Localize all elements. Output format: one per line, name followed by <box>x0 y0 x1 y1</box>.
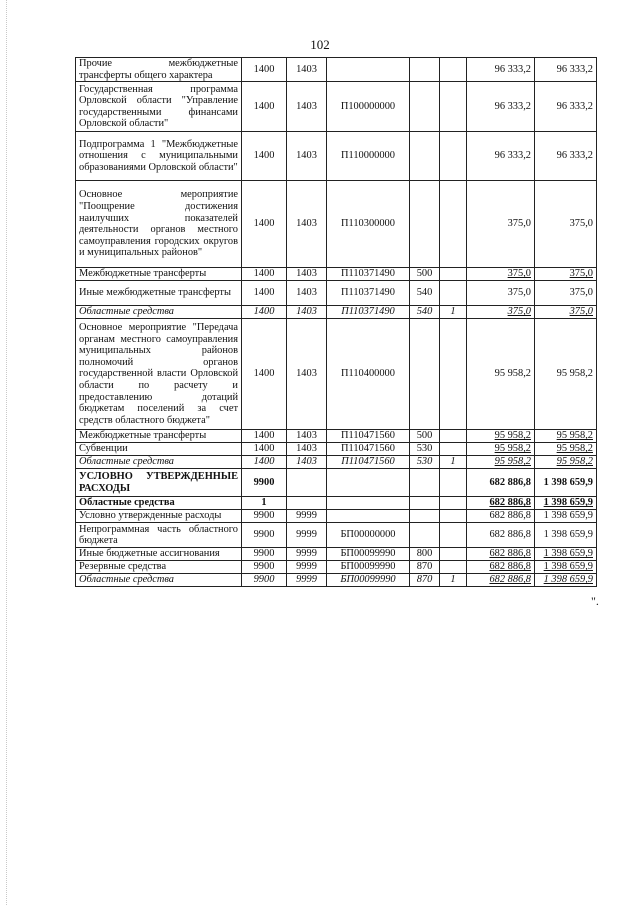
target-item-code-cell <box>327 497 410 510</box>
target-item-code-cell <box>327 58 410 82</box>
expense-type-cell <box>410 58 440 82</box>
expense-type-cell <box>410 469 440 497</box>
expense-type-cell: 870 <box>410 574 440 587</box>
subsection-code-cell <box>287 497 327 510</box>
table-row <box>76 319 597 430</box>
section-code-cell: 1400 <box>242 58 287 82</box>
section-code-cell: 1400 <box>242 82 287 132</box>
row-name-cell: Непрограммная часть областного бюджета <box>76 523 242 548</box>
subsection-code-cell <box>287 469 327 497</box>
funding-source-cell <box>440 430 467 443</box>
expense-type-cell: 800 <box>410 548 440 561</box>
table-row <box>76 561 597 574</box>
target-item-code-cell: БП00000000 <box>327 523 410 548</box>
target-item-code-cell <box>327 510 410 523</box>
section-code-cell: 1400 <box>242 181 287 268</box>
row-name-cell: Резервные средства <box>76 561 242 574</box>
table-row <box>76 456 597 469</box>
row-name-cell: Областные средства <box>76 574 242 587</box>
amount-year1-cell: 95 958,2 <box>467 456 535 469</box>
subsection-code-cell: 1403 <box>287 443 327 456</box>
amount-year1-cell: 96 333,2 <box>467 58 535 82</box>
amount-year1-cell: 95 958,2 <box>467 319 535 430</box>
amount-year1-cell: 375,0 <box>467 181 535 268</box>
target-item-code-cell: БП00099990 <box>327 574 410 587</box>
amount-year2-cell: 95 958,2 <box>535 319 597 430</box>
row-name-cell: Прочие межбюджетные трансферты общего характера <box>76 58 242 82</box>
expense-type-cell: 500 <box>410 268 440 281</box>
section-code-cell: 9900 <box>242 523 287 548</box>
expense-type-cell: 540 <box>410 306 440 319</box>
row-name-cell: Областные средства <box>76 497 242 510</box>
subsection-code-cell: 1403 <box>287 181 327 268</box>
amount-year1-cell: 95 958,2 <box>467 430 535 443</box>
funding-source-cell <box>440 510 467 523</box>
amount-year2-cell: 96 333,2 <box>535 82 597 132</box>
amount-year1-cell: 375,0 <box>467 281 535 306</box>
funding-source-cell: 1 <box>440 574 467 587</box>
table-row <box>76 510 597 523</box>
amount-year2-cell: 375,0 <box>535 181 597 268</box>
section-code-cell: 9900 <box>242 574 287 587</box>
target-item-code-cell: П110400000 <box>327 319 410 430</box>
amount-year2-cell: 375,0 <box>535 281 597 306</box>
expense-type-cell: 530 <box>410 443 440 456</box>
expense-type-cell <box>410 181 440 268</box>
section-code-cell: 1400 <box>242 443 287 456</box>
row-name-cell: Межбюджетные трансферты <box>76 430 242 443</box>
amount-year2-cell: 375,0 <box>535 306 597 319</box>
section-code-cell: 9900 <box>242 561 287 574</box>
amount-year2-cell: 95 958,2 <box>535 443 597 456</box>
row-name-cell: Условно утвержденные расходы <box>76 510 242 523</box>
funding-source-cell <box>440 561 467 574</box>
amount-year2-cell: 95 958,2 <box>535 430 597 443</box>
budget-table-body <box>76 58 597 587</box>
amount-year2-cell: 96 333,2 <box>535 132 597 181</box>
amount-year1-cell: 682 886,8 <box>467 469 535 497</box>
funding-source-cell <box>440 132 467 181</box>
row-name-cell: Государственная программа Орловской области "Управление государственными финансами Орловской области" <box>76 82 242 132</box>
funding-source-cell <box>440 469 467 497</box>
table-row <box>76 58 597 82</box>
expense-type-cell <box>410 319 440 430</box>
row-name-cell: Субвенции <box>76 443 242 456</box>
row-name-cell: Иные бюджетные ассигнования <box>76 548 242 561</box>
expense-type-cell: 500 <box>410 430 440 443</box>
amount-year2-cell: 1 398 659,9 <box>535 574 597 587</box>
table-row <box>76 443 597 456</box>
section-code-cell: 1400 <box>242 268 287 281</box>
funding-source-cell <box>440 58 467 82</box>
subsection-code-cell: 9999 <box>287 574 327 587</box>
subsection-code-cell: 1403 <box>287 281 327 306</box>
amount-year2-cell: 96 333,2 <box>535 58 597 82</box>
table-row <box>76 306 597 319</box>
target-item-code-cell: П110371490 <box>327 306 410 319</box>
amount-year1-cell: 682 886,8 <box>467 548 535 561</box>
funding-source-cell <box>440 82 467 132</box>
funding-source-cell <box>440 523 467 548</box>
funding-source-cell <box>440 319 467 430</box>
target-item-code-cell: П110300000 <box>327 181 410 268</box>
row-name-cell: Межбюджетные трансферты <box>76 268 242 281</box>
target-item-code-cell: БП00099990 <box>327 561 410 574</box>
table-row <box>76 82 597 132</box>
expense-type-cell <box>410 82 440 132</box>
table-row <box>76 281 597 306</box>
amount-year2-cell: 1 398 659,9 <box>535 497 597 510</box>
funding-source-cell <box>440 443 467 456</box>
subsection-code-cell: 1403 <box>287 430 327 443</box>
table-row <box>76 497 597 510</box>
target-item-code-cell: П110471560 <box>327 430 410 443</box>
subsection-code-cell: 1403 <box>287 132 327 181</box>
expense-type-cell: 530 <box>410 456 440 469</box>
row-name-cell: Областные средства <box>76 456 242 469</box>
table-row <box>76 181 597 268</box>
row-name-cell: Основное мероприятие "Передача органам местного самоуправления муниципальных районов полномочий органов государственной власти Орловской области по расчету и предоставлению дотаций бюджетам поселений за счет средств областного бюджета" <box>76 319 242 430</box>
section-code-cell: 1400 <box>242 132 287 181</box>
subsection-code-cell: 1403 <box>287 319 327 430</box>
table-row <box>76 469 597 497</box>
target-item-code-cell: П110000000 <box>327 132 410 181</box>
funding-source-cell <box>440 181 467 268</box>
funding-source-cell <box>440 497 467 510</box>
amount-year1-cell: 95 958,2 <box>467 443 535 456</box>
row-name-cell: Иные межбюджетные трансферты <box>76 281 242 306</box>
funding-source-cell <box>440 281 467 306</box>
target-item-code-cell: БП00099990 <box>327 548 410 561</box>
row-name-cell: УСЛОВНО УТВЕРЖДЕННЫЕ РАСХОДЫ <box>76 469 242 497</box>
funding-source-cell: 1 <box>440 306 467 319</box>
subsection-code-cell: 1403 <box>287 58 327 82</box>
expense-type-cell <box>410 132 440 181</box>
funding-source-cell: 1 <box>440 456 467 469</box>
amount-year1-cell: 375,0 <box>467 306 535 319</box>
amount-year2-cell: 1 398 659,9 <box>535 548 597 561</box>
amount-year2-cell: 1 398 659,9 <box>535 469 597 497</box>
target-item-code-cell: П110471560 <box>327 443 410 456</box>
subsection-code-cell: 9999 <box>287 548 327 561</box>
subsection-code-cell: 1403 <box>287 82 327 132</box>
expense-type-cell: 870 <box>410 561 440 574</box>
section-code-cell: 1400 <box>242 281 287 306</box>
amount-year2-cell: 1 398 659,9 <box>535 510 597 523</box>
target-item-code-cell: П100000000 <box>327 82 410 132</box>
row-name-cell: Основное мероприятие "Поощрение достижения наилучших показателей деятельности органов местного самоуправления городских округов и муниципальных районов" <box>76 181 242 268</box>
table-row <box>76 548 597 561</box>
section-code-cell: 1400 <box>242 456 287 469</box>
section-code-cell: 1400 <box>242 319 287 430</box>
amount-year2-cell: 1 398 659,9 <box>535 561 597 574</box>
funding-source-cell <box>440 548 467 561</box>
target-item-code-cell: П110371490 <box>327 268 410 281</box>
budget-table <box>75 57 597 587</box>
closing-quote-mark: ". <box>591 594 599 608</box>
amount-year1-cell: 682 886,8 <box>467 497 535 510</box>
section-code-cell: 9900 <box>242 469 287 497</box>
section-code-cell: 1400 <box>242 430 287 443</box>
amount-year2-cell: 375,0 <box>535 268 597 281</box>
section-code-cell: 9900 <box>242 548 287 561</box>
subsection-code-cell: 9999 <box>287 523 327 548</box>
expense-type-cell <box>410 497 440 510</box>
page-number: 102 <box>310 37 330 52</box>
amount-year1-cell: 682 886,8 <box>467 561 535 574</box>
amount-year1-cell: 682 886,8 <box>467 523 535 548</box>
amount-year1-cell: 682 886,8 <box>467 510 535 523</box>
row-name-cell: Областные средства <box>76 306 242 319</box>
expense-type-cell <box>410 510 440 523</box>
amount-year2-cell: 95 958,2 <box>535 456 597 469</box>
expense-type-cell <box>410 523 440 548</box>
subsection-code-cell: 9999 <box>287 510 327 523</box>
expense-type-cell: 540 <box>410 281 440 306</box>
amount-year2-cell: 1 398 659,9 <box>535 523 597 548</box>
amount-year1-cell: 682 886,8 <box>467 574 535 587</box>
subsection-code-cell: 1403 <box>287 306 327 319</box>
amount-year1-cell: 96 333,2 <box>467 132 535 181</box>
table-row <box>76 574 597 587</box>
table-row <box>76 268 597 281</box>
section-code-cell: 1400 <box>242 306 287 319</box>
scan-margin-marks <box>6 0 11 905</box>
funding-source-cell <box>440 268 467 281</box>
subsection-code-cell: 1403 <box>287 268 327 281</box>
amount-year1-cell: 375,0 <box>467 268 535 281</box>
row-name-cell: Подпрограмма 1 "Межбюджетные отношения с муниципальными образованиями Орловской области" <box>76 132 242 181</box>
amount-year1-cell: 96 333,2 <box>467 82 535 132</box>
table-row <box>76 430 597 443</box>
table-row <box>76 132 597 181</box>
target-item-code-cell: П110371490 <box>327 281 410 306</box>
subsection-code-cell: 9999 <box>287 561 327 574</box>
target-item-code-cell <box>327 469 410 497</box>
section-code-cell: 1 <box>242 497 287 510</box>
table-row <box>76 523 597 548</box>
subsection-code-cell: 1403 <box>287 456 327 469</box>
section-code-cell: 9900 <box>242 510 287 523</box>
target-item-code-cell: П110471560 <box>327 456 410 469</box>
